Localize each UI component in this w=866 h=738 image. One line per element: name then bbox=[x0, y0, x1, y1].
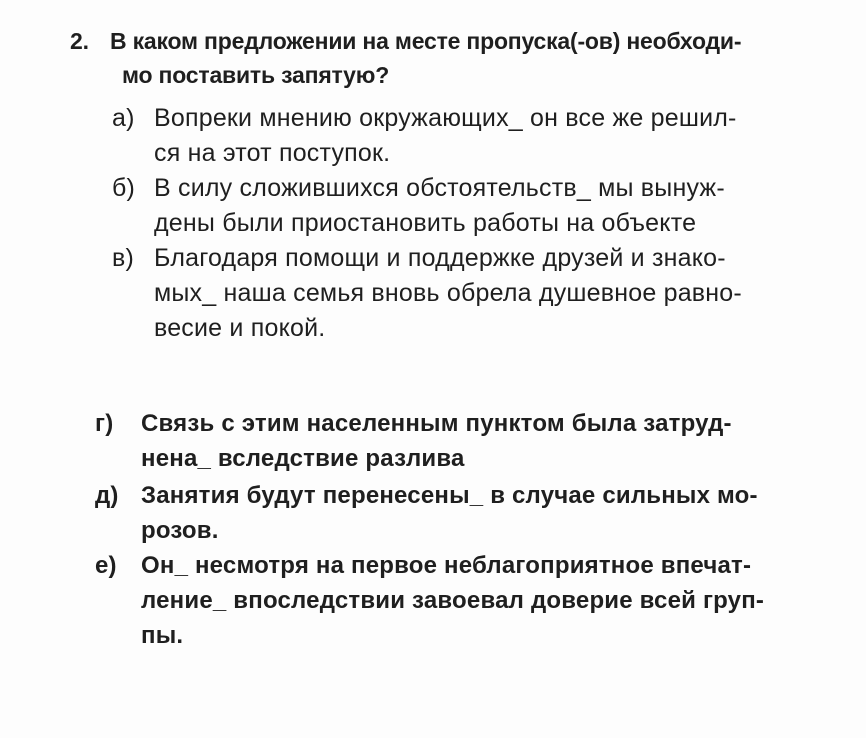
option-line: В силу сложившихся обстоятельств_ мы вынуж- bbox=[154, 174, 725, 202]
option-letter: в) bbox=[112, 244, 135, 272]
option-a bbox=[112, 101, 737, 171]
question-text-1: В каком предложении на месте пропуска(-ов) необходи- bbox=[110, 28, 742, 54]
option-line: пы. bbox=[141, 622, 184, 649]
option-line: Связь с этим населенным пунктом была затруд- bbox=[141, 410, 732, 437]
option-line: розов. bbox=[141, 517, 219, 544]
option-letter: б) bbox=[112, 174, 136, 202]
question-line-1 bbox=[70, 24, 850, 58]
option-letter: а) bbox=[112, 104, 135, 132]
question-line-2: мо поставить запятую? bbox=[122, 62, 390, 88]
question-number: 2. bbox=[70, 28, 89, 54]
option-line: Занятия будут перенесены_ в случае сильных мо- bbox=[141, 482, 758, 509]
option-line: ся на этот поступок. bbox=[154, 139, 391, 167]
option-line: нена_ вследствие разлива bbox=[141, 445, 465, 472]
option-letter: е) bbox=[95, 552, 117, 579]
option-v bbox=[112, 241, 742, 346]
option-letter: г) bbox=[95, 410, 114, 437]
option-line: Вопреки мнению окружающих_ он все же решил- bbox=[154, 104, 737, 132]
option-b bbox=[112, 171, 725, 241]
option-d bbox=[95, 478, 758, 548]
question-heading bbox=[70, 24, 850, 92]
option-line: весие и покой. bbox=[154, 314, 326, 342]
option-line: Он_ несмотря на первое неблагоприятное впечат- bbox=[141, 552, 752, 579]
option-g bbox=[95, 406, 732, 476]
option-line: Благодаря помощи и поддержке друзей и знако- bbox=[154, 244, 726, 272]
option-letter: д) bbox=[95, 482, 119, 509]
option-line: мых_ наша семья вновь обрела душевное равно- bbox=[154, 279, 742, 307]
option-line: дены были приостановить работы на объекте bbox=[154, 209, 697, 237]
option-line: ление_ впоследствии завоевал доверие всей груп- bbox=[141, 587, 765, 614]
option-e bbox=[95, 548, 764, 653]
